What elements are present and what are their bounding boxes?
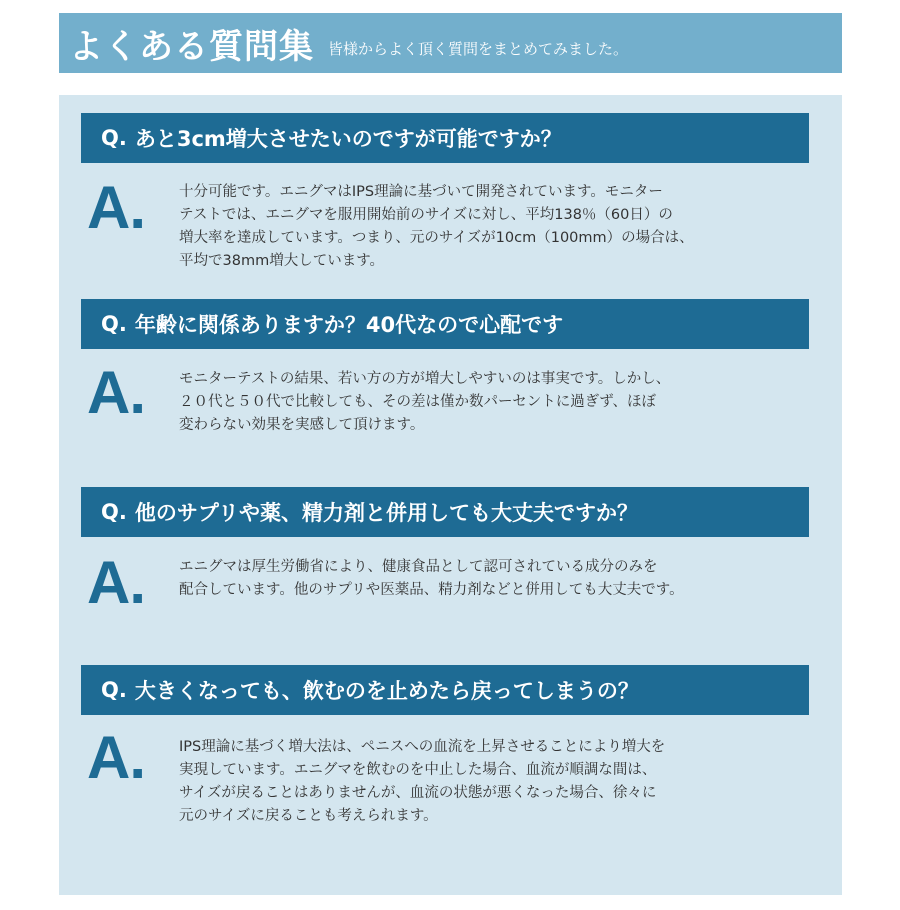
faq-answer-3 [179,556,819,602]
answer-line: 変わらない効果を実感して頂けます。 [179,417,425,433]
answer-mark-1: A. [87,174,145,241]
question-prefix: Q. [101,312,127,336]
answer-line: テストでは、エニグマを服用開始前のサイズに対し、平均138％（60日）の [179,207,673,223]
faq-question-3 [81,487,809,537]
answer-line: 元のサイズに戻ることも考えられます。 [179,808,438,824]
page-header [59,13,842,73]
question-text: あと3cm増大させたいのですが可能ですか？ [134,127,562,151]
answer-line: 増大率を達成しています。つまり、元のサイズが10cm（100mm）の場合は、 [179,230,694,246]
answer-line: サイズが戻ることはありませんが、血流の状態が悪くなった場合、徐々に [179,785,657,801]
question-text: 大きくなっても、飲むのを止めたら戻ってしまうの？ [134,679,639,703]
question-text: 他のサプリや薬、精力剤と併用しても大丈夫ですか？ [134,501,639,525]
question-prefix: Q. [101,678,127,702]
faq-answer-4 [179,736,819,828]
faq-question-4 [81,665,809,715]
answer-line: IPS理論に基づく増大法は、ペニスへの血流を上昇させることにより増大を [179,739,666,755]
faq-panel [59,95,842,895]
answer-line: 配合しています。他のサプリや医薬品、精力剤などと併用しても大丈夫です。 [179,582,684,598]
answer-line: エニグマは厚生労働省により、健康食品として認可されている成分のみを [179,559,658,575]
answer-line: ２０代と５０代で比較しても、その差は僅か数パーセントに過ぎず、ほぼ [179,394,657,410]
answer-mark-3: A. [87,549,145,616]
faq-question-2 [81,299,809,349]
answer-line: 十分可能です。エニグマはIPS理論に基づいて開発されています。モニター [179,184,663,200]
answer-line: 実現しています。エニグマを飲むのを中止した場合、血流が順調な間は、 [179,762,657,778]
question-text: 年齢に関係ありますか？40代なので心配です [134,313,564,337]
page-title: よくある質問集 [69,26,314,67]
faq-answer-2 [179,368,819,437]
faq-answer-1 [179,181,819,273]
question-prefix: Q. [101,500,127,524]
answer-line: 平均で38mm増大しています。 [179,253,385,269]
faq-question-1 [81,113,809,163]
answer-line: モニターテストの結果、若い方の方が増大しやすいのは事実です。しかし、 [179,371,671,387]
page-subtitle: 皆様からよく頂く質問をまとめてみました。 [328,39,629,58]
answer-mark-4: A. [87,724,145,791]
question-prefix: Q. [101,126,127,150]
answer-mark-2: A. [87,359,145,426]
